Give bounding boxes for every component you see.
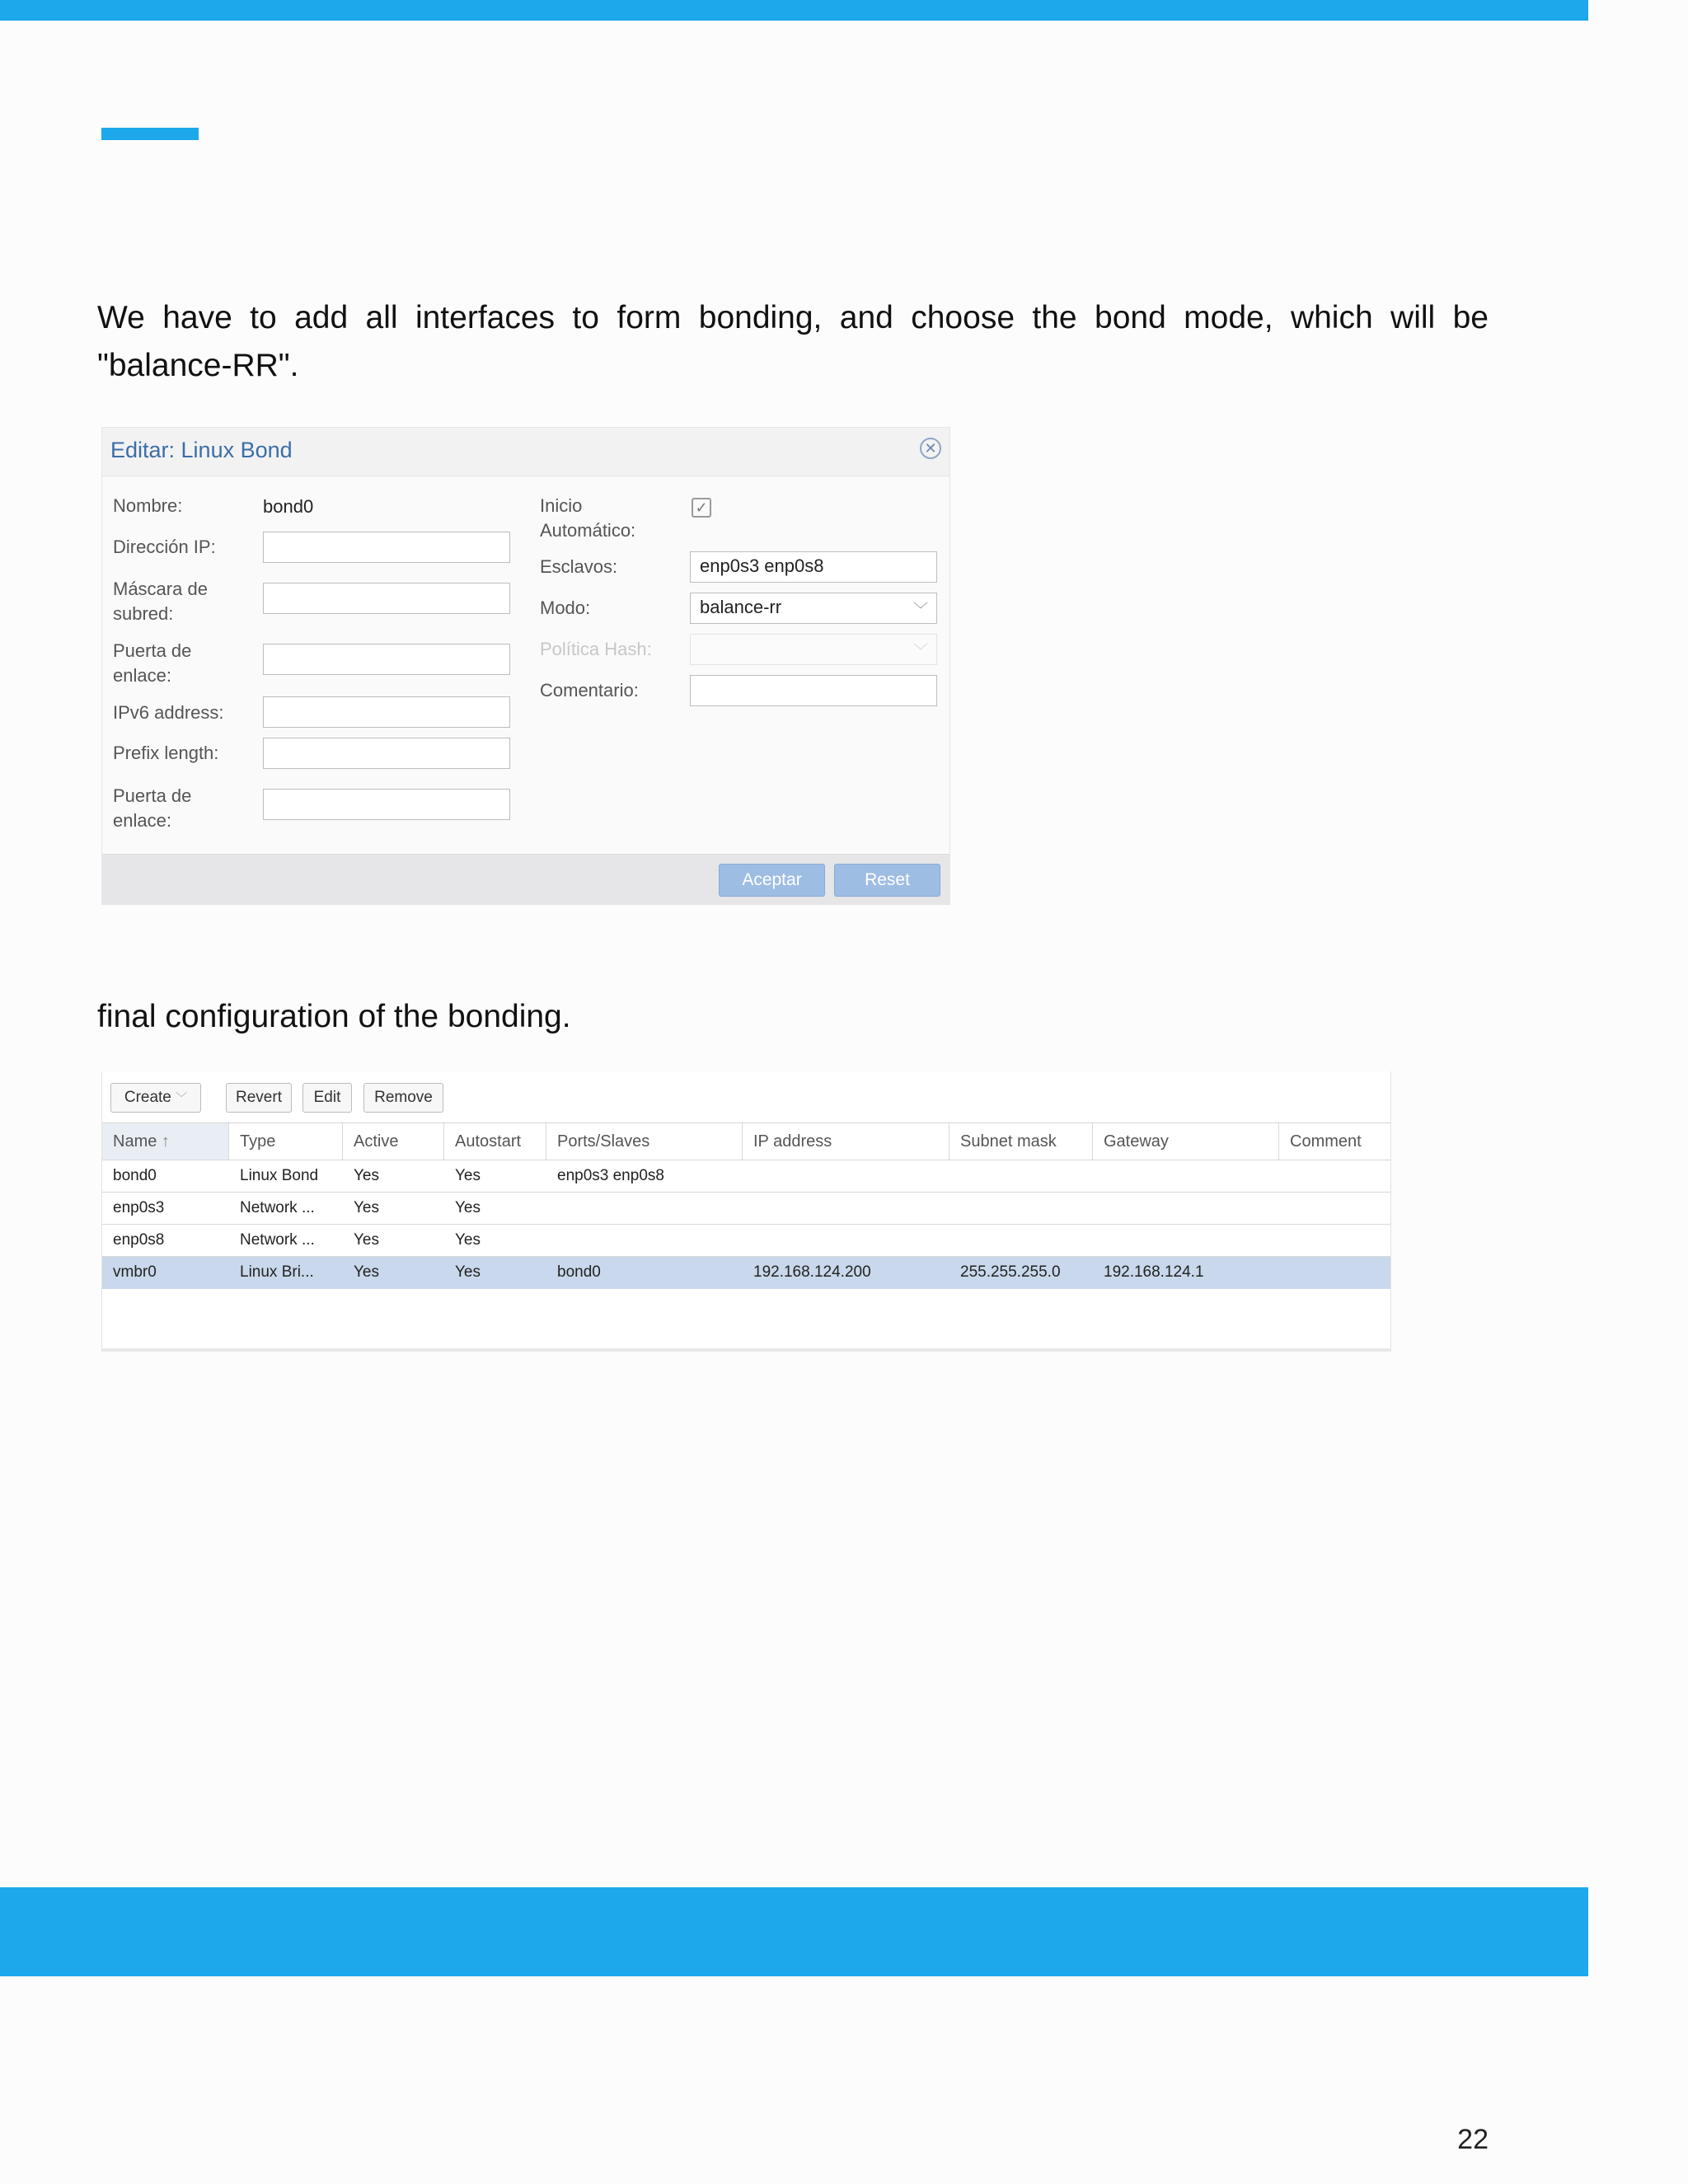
cell-ip-address (743, 1160, 950, 1192)
hash-policy-select (690, 634, 937, 665)
cell-comment (1279, 1160, 1390, 1192)
ipv6-gateway-field[interactable] (263, 789, 510, 820)
header-band (0, 0, 1588, 21)
grid-header-row (102, 1122, 1390, 1160)
comment-label: Comentario: (540, 680, 639, 701)
cell-active: Yes (354, 1263, 379, 1281)
cell-gateway (1093, 1160, 1279, 1192)
cell-name: enp0s8 (113, 1231, 165, 1249)
ipv6-label: IPv6 address: (113, 702, 224, 723)
cell-subnet-mask: 255.255.255.0 (960, 1263, 1061, 1281)
cell-type: Network ... (240, 1199, 315, 1216)
final-config-paragraph: final configuration of the bonding. (97, 999, 571, 1034)
ipv6-gateway-label-line2: enlace: (113, 810, 171, 831)
cell-type: Linux Bri... (240, 1263, 314, 1281)
ip-label: Dirección IP: (113, 537, 216, 557)
column-header-type[interactable]: Type (229, 1123, 343, 1160)
cell-subnet-mask (950, 1225, 1093, 1256)
revert-button[interactable]: Revert (226, 1083, 292, 1113)
slaves-label: Esclavos: (540, 556, 618, 577)
table-row-selected[interactable] (102, 1257, 1390, 1289)
gateway-label-line2: enlace: (113, 665, 171, 686)
cell-autostart: Yes (455, 1231, 481, 1249)
footer-band (0, 1887, 1588, 1976)
column-header-gateway[interactable]: Gateway (1093, 1123, 1279, 1160)
cell-ports-slaves: bond0 (557, 1263, 601, 1281)
cell-gateway (1093, 1193, 1279, 1224)
cell-ports-slaves (546, 1193, 743, 1224)
prefix-length-label: Prefix length: (113, 743, 219, 763)
cell-gateway: 192.168.124.1 (1104, 1263, 1204, 1281)
section-accent-bar (101, 128, 199, 140)
gateway-field[interactable] (263, 644, 510, 675)
name-value: bond0 (263, 496, 314, 517)
cell-type: Network ... (240, 1231, 315, 1249)
close-icon[interactable]: ✕ (920, 438, 941, 459)
mode-select[interactable] (690, 593, 937, 624)
cell-comment (1279, 1225, 1390, 1256)
cell-comment (1279, 1193, 1390, 1224)
cell-autostart: Yes (455, 1167, 481, 1184)
cell-ports-slaves (546, 1225, 743, 1256)
ipv6-address-field[interactable] (263, 696, 510, 728)
hash-policy-label: Política Hash: (540, 639, 652, 659)
cell-gateway (1093, 1225, 1279, 1256)
create-button[interactable] (110, 1083, 201, 1113)
cell-ports-slaves: enp0s3 enp0s8 (557, 1167, 664, 1184)
autostart-label-line1: Inicio (540, 495, 583, 516)
edit-button[interactable]: Edit (302, 1083, 352, 1113)
create-button-label: Create (124, 1089, 171, 1106)
subnet-mask-label-line1: Máscara de (113, 579, 208, 599)
accept-button[interactable]: Aceptar (719, 864, 825, 897)
cell-active: Yes (354, 1231, 379, 1249)
intro-paragraph: We have to add all interfaces to form bonding, and choose the bond mode, which will be "balance-RR". (97, 300, 1489, 383)
cell-subnet-mask (950, 1160, 1093, 1192)
ipv6-gateway-label-line1: Puerta de (113, 785, 192, 806)
sort-ascending-icon: ↑ (161, 1132, 170, 1151)
grid-body (102, 1160, 1390, 1289)
column-header-ip-address[interactable]: IP address (743, 1123, 950, 1160)
subnet-mask-field[interactable] (263, 583, 510, 614)
cell-autostart: Yes (455, 1199, 481, 1216)
table-row[interactable] (102, 1160, 1390, 1193)
page-number: 22 (1457, 2124, 1489, 2155)
cell-name: enp0s3 (113, 1199, 165, 1216)
cell-active: Yes (354, 1167, 379, 1184)
edit-linux-bond-dialog (101, 427, 950, 905)
column-header-subnet-mask[interactable]: Subnet mask (950, 1123, 1093, 1160)
column-header-name-label: Name (113, 1132, 157, 1151)
dialog-title: Editar: Linux Bond (110, 438, 293, 462)
mode-value: balance-rr (700, 597, 782, 617)
prefix-length-field[interactable] (263, 738, 510, 769)
column-header-comment[interactable]: Comment (1290, 1132, 1362, 1151)
chevron-down-icon: ﹀ (176, 1091, 188, 1104)
cell-active: Yes (354, 1199, 379, 1216)
column-header-ports-slaves[interactable]: Ports/Slaves (546, 1123, 743, 1160)
table-row[interactable] (102, 1193, 1390, 1225)
cell-ip-address (743, 1225, 950, 1256)
remove-button[interactable]: Remove (363, 1083, 443, 1113)
dialog-footer (102, 854, 950, 904)
chevron-down-icon: ﹀ (913, 602, 928, 618)
column-header-active[interactable]: Active (343, 1123, 444, 1160)
cell-ip-address (743, 1193, 950, 1224)
autostart-label-line2: Automático: (540, 520, 636, 541)
table-row[interactable] (102, 1225, 1390, 1257)
cell-type: Linux Bond (240, 1167, 319, 1184)
column-header-name[interactable] (102, 1123, 229, 1160)
reset-button[interactable]: Reset (834, 864, 940, 897)
cell-name: vmbr0 (113, 1263, 157, 1281)
ip-address-field[interactable] (263, 532, 510, 563)
mode-label: Modo: (540, 598, 591, 618)
gateway-label-line1: Puerta de (113, 640, 192, 661)
chevron-down-icon: ﹀ (913, 643, 928, 659)
cell-autostart: Yes (455, 1263, 481, 1281)
cell-comment (1279, 1257, 1390, 1288)
cell-subnet-mask (950, 1193, 1093, 1224)
name-label: Nombre: (113, 495, 183, 516)
cell-ip-address: 192.168.124.200 (753, 1263, 871, 1281)
dialog-header (102, 428, 950, 476)
autostart-checkbox[interactable]: ✓ (692, 498, 711, 518)
subnet-mask-label-line2: subred: (113, 603, 174, 624)
network-interfaces-panel (101, 1071, 1391, 1352)
comment-field[interactable] (690, 675, 937, 706)
cell-name: bond0 (113, 1167, 157, 1184)
column-header-autostart[interactable]: Autostart (444, 1123, 546, 1160)
slaves-field[interactable]: enp0s3 enp0s8 (690, 551, 937, 583)
